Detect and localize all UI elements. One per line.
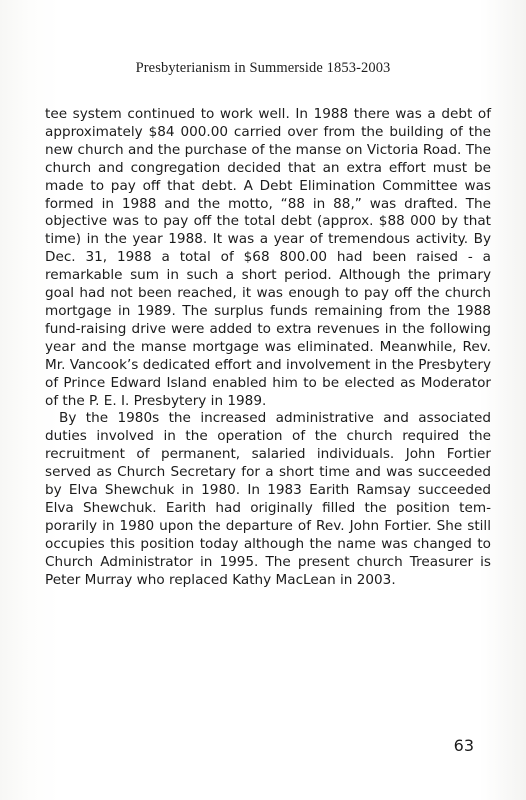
paragraph-administration: By the 1980s the increased administrative and associated duties involved in the operation of the church required the recruitment of permanent, salaried individuals. John Fortier served as Church Secretary for a short time and was succeeded by Elva Shewchuk in 1980. In 1983 Earith Ramsay succeeded Elva Shewchuk. Earith had originally filled the position temporarily in 1980 upon the departure of Rev. John Fortier. She still occupies this position today although the name was changed to Church Administrator in 1995. The present church Treasurer is Peter Murray who replaced Kathy MacLean in 2003. xyxy=(45,410,491,588)
paragraph-debt-elimination: tee system continued to work well. In 1988 there was a debt of approximately $84 000.00 carried over from the building of the new church and the purchase of the manse on Victoria Road. The church and congregation decided that an extra effort must be made to pay off that debt. A Debt Elimination Committee was formed in 1988 and the motto, “88 in 88,” was drafted. The objective was to pay off the total debt (approx. $88 000 by that time) in the year 1988. It was a year of tremendous activity. By Dec. 31, 1988 a total of $68 800.00 had been raised - a remarkable sum in such a short period. Although the primary goal had not been reached, it was enough to pay off the church mortgage in 1989. The surplus funds remaining from the 1988 fund-raising drive were added to extra revenues in the following year and the manse mortgage was eliminated. Meanwhile, Rev. Mr. Vancook’s dedicated effort and involvement in the Presbytery of Prince Edward Island enabled him to be elected as Moderator of the P. E. I. Presbytery in 1989. xyxy=(45,106,491,409)
page-number: 63 xyxy=(453,736,474,755)
running-header: Presbyterianism in Summerside 1853-2003 xyxy=(135,60,391,76)
body-text xyxy=(45,106,491,589)
